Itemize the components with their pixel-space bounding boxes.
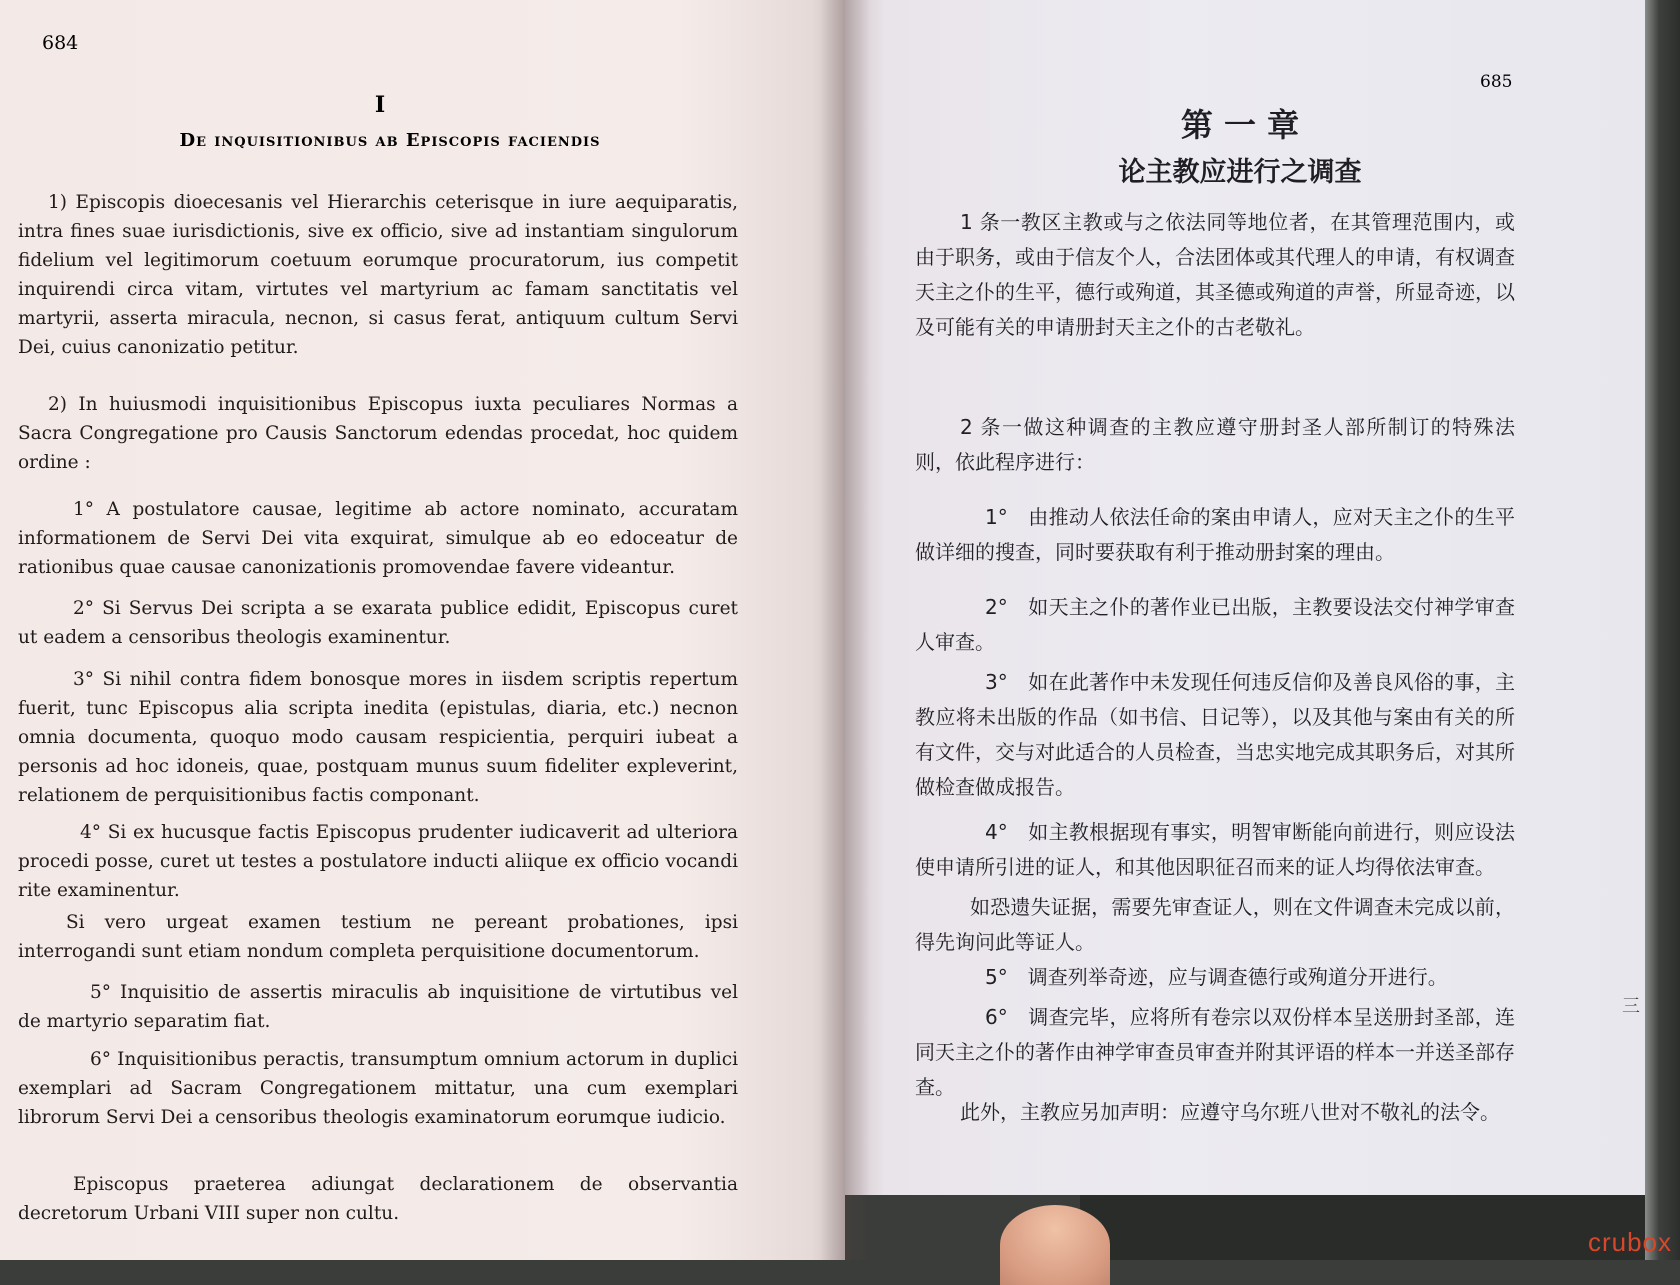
latin-paragraph-10: Episcopus praeterea adiungat declarationem de observantia decretorum Urbani VIII super non cultu. bbox=[18, 1174, 738, 1224]
chapter-title: 论主教应进行之调查 bbox=[1118, 157, 1362, 188]
zh-paragraph-8: 5° 调查列举奇迹，应与调查德行或殉道分开进行。 bbox=[985, 965, 1448, 989]
zh-paragraph-2: 2 条一做这种调查的主教应遵守册封圣人部所制订的特殊法则，依此程序进行： bbox=[915, 415, 1515, 474]
latin-paragraph-5: 3° Si nihil contra fidem bonosque mores in iisdem scriptis repertum fuerit, tunc Episcopus alia scripta inedita (epistulas, diaria, etc.) necnon omnia documenta, quoquo modo causam respicientia, perquiri iubeat a personis ad hoc idoneis, quae, postquam munus suum fideliter expleverint, relationem de perquisitionibus factis componant. bbox=[18, 669, 738, 806]
page-number-right: 685 bbox=[1480, 72, 1513, 92]
latin-paragraph-1: 1) Episcopis dioecesanis vel Hierarchis ceterisque in iure aequiparatis, intra fines suae iurisdictionis, sive ex officio, sive ad instantiam singulorum fidelium vel legitimorum coetuum eorumque procuratorum, ius competit inquirendi circa vitam, virtutes vel martyrium ac famam sanctitatis vel martyrii, asserta miracula, necnon, si casus ferat, antiquum cultum Servi Dei, cuius canonizatio petitur. bbox=[18, 192, 738, 358]
page-number-left: 684 bbox=[42, 32, 79, 54]
latin-paragraph-4: 2° Si Servus Dei scripta a se exarata publice edidit, Episcopus curet ut eadem a censoribus theologis examinentur. bbox=[18, 598, 738, 648]
zh-paragraph-6: 4° 如主教根据现有事实，明智审断能向前进行，则应设法使申请所引进的证人，和其他因职征召而来的证人均得依法审查。 bbox=[915, 820, 1515, 879]
latin-paragraph-6: 4° Si ex hucusque factis Episcopus prudenter iudicaverit ad ulteriora procedi posse, curet ut testes a postulatore inducti aliique ex officio vocandi rite examinentur. bbox=[18, 822, 738, 901]
zh-paragraph-7: 如恐遗失证据，需要先审查证人，则在文件调查未完成以前，得先询问此等证人。 bbox=[915, 895, 1515, 954]
section-roman-numeral: I bbox=[374, 92, 386, 118]
latin-paragraph-3: 1° A postulatore causae, legitime ab actore nominato, accuratam informationem de Servi Dei vita exquirat, simulque ab eo edoceatur de rationibus quae causae canonizationis promovendae favere videantur. bbox=[18, 499, 738, 578]
zh-paragraph-5: 3° 如在此著作中未发现任何违反信仰及善良风俗的事，主教应将未出版的作品（如书信、日记等），以及其他与案由有关的所有文件，交与对此适合的人员检查，当忠实地完成其职务后，对其所做检查做成报告。 bbox=[915, 670, 1515, 799]
section-title-latin: De inquisitionibus ab Episcopis faciendis bbox=[179, 130, 601, 151]
zh-paragraph-3: 1° 由推动人依法任命的案由申请人，应对天主之仆的生平做详细的搜查，同时要获取有利于推动册封案的理由。 bbox=[915, 505, 1515, 564]
zh-paragraph-4: 2° 如天主之仆的著作业已出版，主教要设法交付神学审查人审查。 bbox=[915, 595, 1515, 654]
book-gutter bbox=[820, 0, 870, 1260]
watermark: crubox bbox=[1587, 1227, 1672, 1257]
zh-paragraph-10: 此外，主教应另加声明：应遵守乌尔班八世对不敬礼的法令。 bbox=[960, 1100, 1500, 1124]
latin-paragraph-8: 5° Inquisitio de assertis miraculis ab inquisitione de virtutibus vel de martyrio separatim fiat. bbox=[18, 982, 738, 1032]
thumb bbox=[1000, 1205, 1110, 1285]
latin-paragraph-7: Si vero urgeat examen testium ne pereant probationes, ipsi interrogandi sunt etiam nondum completa perquisitione documentorum. bbox=[18, 912, 738, 962]
zh-paragraph-1: 1 条一教区主教或与之依法同等地位者，在其管理范围内，或由于职务，或由于信友个人，合法团体或其代理人的申请，有权调查天主之仆的生平，德行或殉道，其圣德或殉道的声誉，所显奇迹，以及可能有关的申请册封天主之仆的古老敬礼。 bbox=[915, 210, 1515, 339]
page-edge-mark: 三 bbox=[1622, 996, 1640, 1017]
zh-paragraph-9: 6° 调查完毕，应将所有卷宗以双份样本呈送册封圣部，连同天主之仆的著作由神学审查员审查并附其评语的样本一并送圣部存查。 bbox=[915, 1005, 1515, 1099]
chapter-heading: 第 一 章 bbox=[1180, 106, 1300, 144]
latin-paragraph-2: 2) In huiusmodi inquisitionibus Episcopus iuxta peculiares Normas a Sacra Congregatione pro Causis Sanctorum edendas procedat, hoc quidem ordine : bbox=[18, 394, 738, 473]
latin-paragraph-9: 6° Inquisitionibus peractis, transumptum omnium actorum in duplici exemplari ad Sacram Congregationem mittatur, una cum exemplari librorum Servi Dei a censoribus theologis examinatorum eorumque iudicio. bbox=[18, 1049, 738, 1128]
book-cover-edge bbox=[1645, 0, 1680, 1260]
